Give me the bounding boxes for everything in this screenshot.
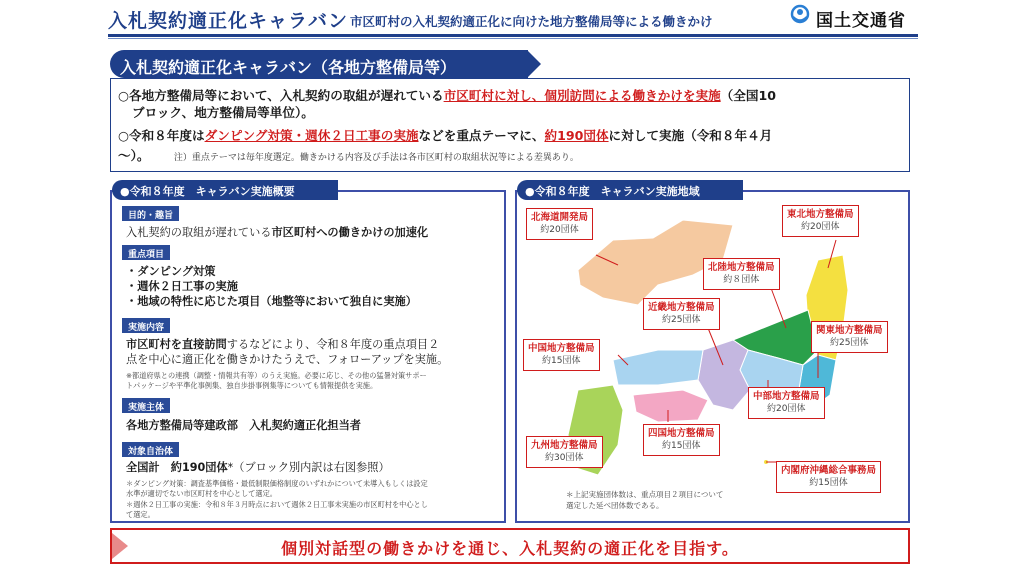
summary-text: （全国10	[720, 88, 776, 103]
region-label	[782, 205, 859, 237]
region-count: 約30団体	[545, 453, 584, 463]
region-label	[523, 339, 600, 371]
region-label	[526, 208, 593, 240]
page-title: 入札契約適正化キャラバン	[108, 10, 349, 32]
region-count: 約20団体	[801, 222, 840, 232]
actor-tag: 実施主体	[122, 398, 170, 413]
overview-panel-title: ●令和８年度 キャラバン実施概要	[112, 180, 338, 200]
region-name: 九州地方整備局	[531, 440, 598, 451]
content-text-a: 市区町村を直接訪問	[126, 338, 227, 351]
region-name: 中国地方整備局	[528, 343, 595, 354]
summary-text: ～）。	[118, 148, 150, 163]
header-divider-thin	[108, 38, 918, 39]
summary-text: などを重点テーマに、	[418, 128, 545, 143]
purpose-text	[126, 226, 428, 240]
region-count: 約20団体	[540, 225, 579, 235]
region-name: 北陸地方整備局	[708, 262, 775, 273]
region-label	[526, 436, 603, 468]
summary-text: に対して実施（令和８年４月	[608, 128, 773, 143]
region-count: 約25団体	[830, 338, 869, 348]
banner-arrow	[527, 50, 541, 78]
summary-note: 注）重点テーマは毎年度選定。働きかける内容及び手法は各市区町村の取組状況等による差異あり。	[173, 153, 579, 163]
content-note: ※都道府県との連携（調整・情報共有等）のうえ実施。必要に応じ、その他の猛暑対策サポー	[126, 371, 427, 380]
region-name: 近畿地方整備局	[648, 302, 715, 313]
region-label	[811, 321, 888, 353]
summary-highlight: 約190団体	[544, 128, 609, 143]
region-count: 約20団体	[767, 404, 806, 414]
region-label	[643, 298, 720, 330]
summary-highlight: ダンピング対策・週休２日工事の実施	[204, 128, 419, 143]
summary-line-1	[118, 87, 776, 104]
content-text	[126, 338, 439, 352]
summary-line-4	[118, 147, 579, 167]
region-name: 内閣府沖縄総合事務局	[781, 465, 877, 476]
map-shikoku	[633, 390, 708, 422]
summary-line-3	[118, 127, 772, 144]
section-banner-text: 入札契約適正化キャラバン（各地方整備局等）	[120, 58, 457, 77]
purpose-text-a: 入札契約の取組が遅れている	[126, 226, 272, 239]
content-note: トパッケージや平準化事例集、独自歩掛事例集等についても情報提供を実施。	[126, 381, 378, 390]
region-label	[643, 424, 720, 456]
region-label	[776, 461, 881, 493]
target-note: ＊週休２日工事の実施：令和８年３月時点において週休２日工事未実施の市区町村を中心とし	[126, 500, 428, 509]
region-name: 関東地方整備局	[816, 325, 883, 336]
purpose-tag: 目的・趣旨	[122, 206, 179, 221]
target-note: ＊ダンピング対策：調査基準価格・最低制限価格制度のいずれかについて未導入もしくは設定	[126, 479, 428, 488]
region-count: 約８団体	[723, 275, 760, 285]
region-count: 約15団体	[542, 356, 581, 366]
region-count: 約15団体	[809, 478, 848, 488]
region-name: 東北地方整備局	[787, 209, 854, 220]
purpose-text-b: 市区町村への働きかけの加速化	[271, 226, 429, 239]
target-tag: 対象自治体	[122, 442, 179, 457]
focus-tag: 重点項目	[122, 245, 170, 260]
actor-text: 各地方整備局等建政部 入札契約適正化担当者	[126, 419, 361, 432]
region-label	[748, 387, 825, 419]
ministry-name: 国土交通省	[816, 11, 906, 31]
content-tag: 実施内容	[122, 318, 170, 333]
content-text-c: 点を中心に適正化を働きかけたうえで、フォローアップを実施。	[126, 353, 449, 366]
content-text-b: するなどにより、令和８年度の重点項目２	[226, 338, 440, 351]
page-subtitle: 市区町村の入札契約適正化に向けた地方整備局等による働きかけ	[350, 14, 713, 29]
focus-item: ・地域の特性に応じた項目（地整等において独自に実施）	[126, 295, 417, 308]
region-count: 約15団体	[662, 441, 701, 451]
region-count: 約25団体	[662, 315, 701, 325]
region-name: 中部地方整備局	[753, 391, 820, 402]
ministry-logo-icon	[790, 4, 810, 26]
summary-text: ○令和８年度は	[118, 128, 205, 143]
map-chugoku	[613, 350, 703, 385]
target-note: て選定。	[126, 510, 155, 519]
region-name: 四国地方整備局	[648, 428, 715, 439]
region-note: 選定した延べ団体数である。	[566, 501, 664, 510]
region-name: 北海道開発局	[531, 212, 589, 223]
target-text-a: 全国計 約190団体	[126, 461, 228, 474]
summary-line-2: ブロック、地方整備局等単位）。	[132, 105, 314, 120]
target-note: 水準が適切でない市区町村を中心として選定。	[126, 489, 277, 498]
region-panel-title: ●令和８年度 キャラバン実施地域	[517, 180, 743, 200]
header-divider	[108, 34, 918, 37]
target-text-b: *（ブロック別内訳は右図参照）	[227, 461, 390, 474]
summary-text: ○各地方整備局等において、入札契約の取組が遅れている	[118, 88, 444, 103]
summary-highlight: 市区町村に対し、個別訪問による働きかけを実施	[443, 88, 721, 103]
focus-item: ・ダンピング対策	[126, 265, 216, 278]
region-label	[703, 258, 780, 290]
conclusion-text: 個別対話型の働きかけを通じ、入札契約の適正化を目指す。	[281, 539, 739, 558]
region-note: ＊上記実施団体数は、重点項目２項目について	[566, 490, 724, 499]
target-text	[126, 461, 390, 475]
focus-item: ・週休２日工事の実施	[126, 280, 238, 293]
